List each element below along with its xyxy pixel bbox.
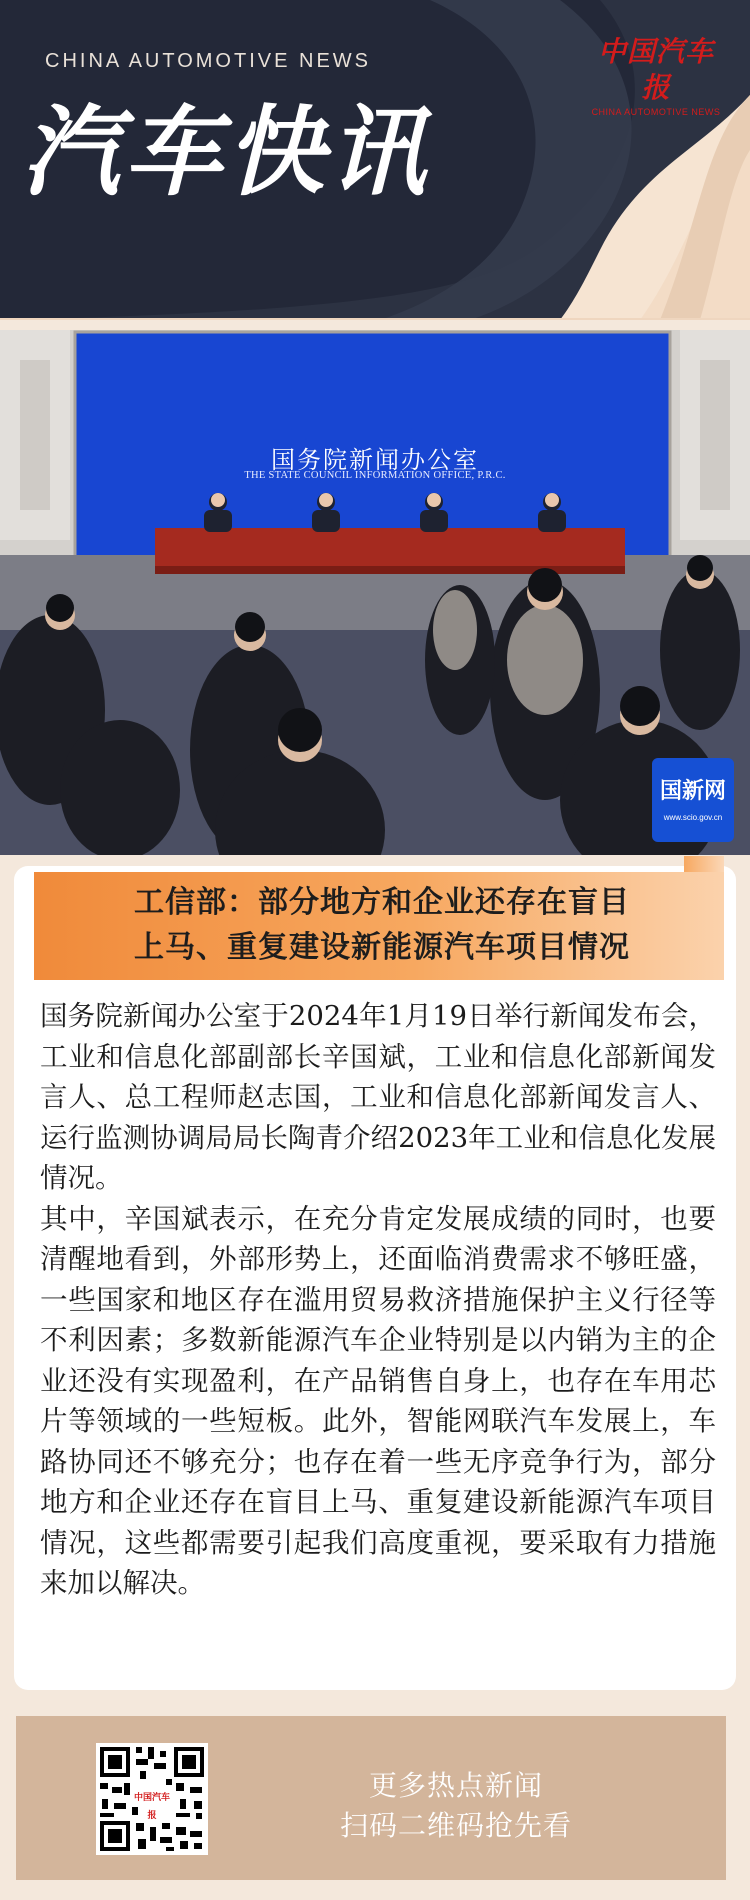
press-conference-photo [0, 330, 750, 855]
english-title: CHINA AUTOMOTIVE NEWS [45, 50, 371, 72]
article-paragraph-1: 国务院新闻办公室于2024年1月19日举行新闻发布会，工业和信息化部副部长辛国斌，工业和信息化部新闻发言人、总工程师赵志国，工业和信息化部新闻发言人、运行监测协调局局长陶青介绍2023年工业和信息化发展情况。 [40, 1000, 716, 1194]
qr-center-logo: 中国汽车报 [132, 1789, 172, 1807]
logo-chinese-text: 中国汽车报 [597, 35, 714, 104]
watermark-name: 国新网 [659, 779, 726, 804]
backdrop-subtitle: THE STATE COUNCIL INFORMATION OFFICE, P.R.C. [244, 470, 506, 481]
headline-line-1: 工信部：部分地方和企业还存在盲目 [134, 885, 630, 920]
footer-text-line-2: 扫码二维码抢先看 [339, 1809, 572, 1842]
header-banner [0, 0, 750, 320]
qr-code[interactable] [96, 1743, 208, 1855]
watermark-url: www.scio.gov.cn [663, 813, 723, 822]
article-body [40, 996, 716, 1604]
headline-line-2: 上马、重复建设新能源汽车项目情况 [134, 930, 630, 965]
press-conference-scene [0, 330, 750, 855]
footer-text-line-1: 更多热点新闻 [368, 1769, 543, 1802]
page-title: 汽车快讯 [22, 96, 431, 210]
guoxinwang-watermark [652, 758, 734, 842]
article-paragraph-2: 其中，辛国斌表示，在充分肯定发展成绩的同时，也要清醒地看到，外部形势上，还面临消费需求不够旺盛，一些国家和地区存在滥用贸易救济措施保护主义行径等不利因素；多数新能源汽车企业特别是以内销为主的企业还没有实现盈利，在产品销售自身上，也存在车用芯片等领域的一些短板。此外，智能网联汽车发展上，车路协同还不够充分；也存在着一些无序竞争行为，部分地方和企业还存在盲目上马、重复建设新能源汽车项目情况，这些都需要引起我们高度重视，要采取有力措施来加以解决。 [40, 1202, 716, 1599]
article-headline [52, 880, 712, 970]
backdrop-title: 国务院新闻办公室 [271, 446, 479, 474]
china-auto-news-logo [586, 34, 726, 117]
logo-english-text: CHINA AUTOMOTIVE NEWS [591, 107, 721, 117]
